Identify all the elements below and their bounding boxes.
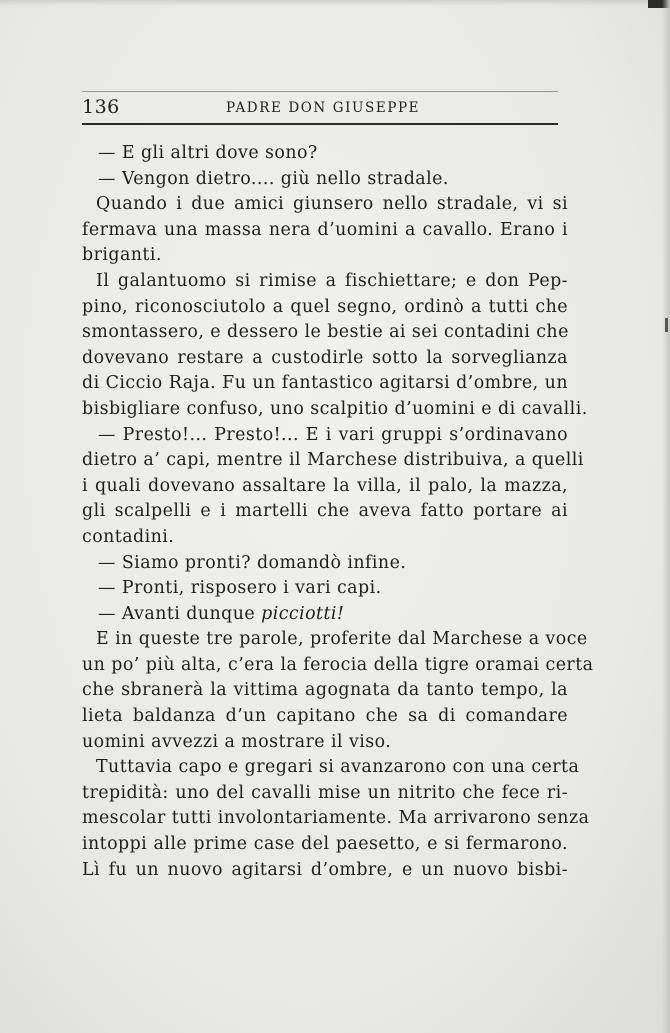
text-line: fermava una massa nera d’uomini a cavallo. Erano i xyxy=(82,219,568,240)
text-line: pino, riconosciutolo a quel segno, ordinò a tutti che xyxy=(82,296,568,317)
text-line: Il galantuomo si rimise a fischiettare; e don Pep- xyxy=(96,270,568,291)
page-right-edge xyxy=(662,0,670,1033)
running-title: PADRE DON GIUSEPPE xyxy=(226,100,421,116)
text-line: smontassero, e dessero le bestie ai sei contadini che xyxy=(82,322,569,343)
text-line: briganti. xyxy=(82,245,162,266)
text-line: gli scalpelli e i martelli che aveva fatto portare ai xyxy=(82,501,568,522)
text-line: un po’ più alta, c’era la ferocia della tigre oramai certa xyxy=(82,654,594,675)
text-line xyxy=(82,602,568,628)
text-line: — Vengon dietro.... giù nello stradale. xyxy=(98,168,449,189)
text-line: Tuttavia capo e gregari si avanzarono con una certa xyxy=(96,757,580,778)
text-line: dovevano restare a custodirle sotto la sorveglianza xyxy=(82,347,568,368)
text-line: di Ciccio Raja. Fu un fantastico agitarsi d’ombre, un xyxy=(82,373,568,394)
body-text xyxy=(82,141,594,883)
italic-word: picciotti! xyxy=(261,603,345,624)
text-line: E in queste tre parole, proferite dal Marchese a voce xyxy=(96,629,588,650)
line-text: — Avanti dunque xyxy=(98,603,256,624)
text-line: mescolar tutti involontariamente. Ma arrivarono senza xyxy=(82,808,590,829)
text-line: che sbranerà la vittima agognata da tanto tempo, la xyxy=(82,680,568,701)
text-line: Quando i due amici giunsero nello stradale, vi si xyxy=(96,194,568,215)
text-line: trepidità: uno del cavalli mise un nitrito che fece ri- xyxy=(82,782,568,803)
page-top-shadow xyxy=(0,0,670,6)
text-line: — Pronti, risposero i vari capi. xyxy=(98,578,382,599)
text-line: contadini. xyxy=(82,526,175,547)
text-line: — Presto!... Presto!... E i vari gruppi s’ordinavano xyxy=(98,424,568,445)
margin-mark xyxy=(665,318,668,332)
text-line: — Siamo pronti? domandò infine. xyxy=(98,552,407,573)
text-line: uomini avvezzi a mostrare il viso. xyxy=(82,731,392,752)
text-line: intoppi alle prime case del paesetto, e si fermarono. xyxy=(82,834,568,855)
text-line: dietro a’ capi, mentre il Marchese distribuiva, a quelli xyxy=(82,450,584,471)
running-header xyxy=(82,96,558,120)
text-line: i quali dovevano assaltare la villa, il palo, la mazza, xyxy=(82,475,568,496)
header-rule-bottom xyxy=(82,123,558,125)
text-line: — E gli altri dove sono? xyxy=(98,143,318,163)
text-line: lieta baldanza d’un capitano che sa di comandare xyxy=(82,706,568,727)
header-rule-top xyxy=(82,91,558,92)
page-number: 136 xyxy=(82,96,120,118)
text-line: Lì fu un nuovo agitarsi d’ombre, e un nuovo bisbi- xyxy=(82,859,568,880)
text-line: bisbigliare confuso, uno scalpitio d’uomini e di cavalli. xyxy=(82,398,588,419)
